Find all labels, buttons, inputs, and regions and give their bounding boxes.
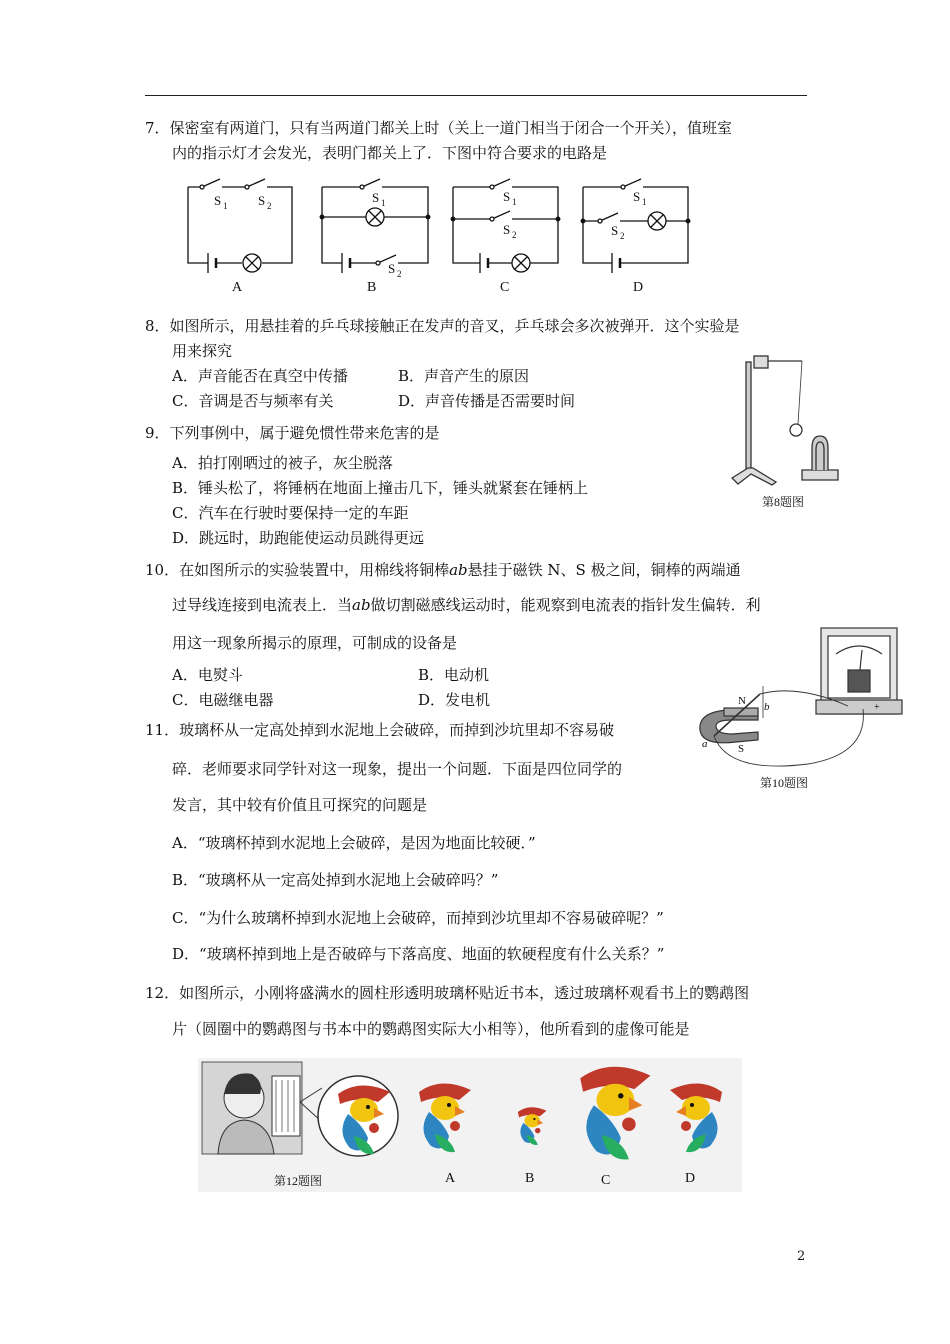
q10-option-b: B．电动机 [418, 666, 490, 684]
q12-line1: 12．如图所示，小刚将盛满水的圆柱形透明玻璃杯贴近书本，透过玻璃杯观看书上的鹦鹉图 [145, 984, 750, 1002]
q9-option-a: A．拍打刚晒过的被子，灰尘脱落 [172, 454, 393, 472]
svg-text:2: 2 [267, 201, 272, 211]
svg-text:D: D [685, 1171, 696, 1186]
svg-text:+: + [874, 702, 880, 713]
q7-circuit-diagrams [180, 175, 695, 300]
option-a-label: A [232, 280, 243, 295]
q8-option-a: A．声音能否在真空中传播 [172, 367, 348, 385]
q8-option-b: B．声音产生的原因 [398, 367, 530, 385]
q11-option-d: D．“玻璃杯掉到地上是否破碎与下落高度、地面的软硬程度有什么关系？” [172, 945, 665, 963]
svg-text:A: A [445, 1171, 456, 1186]
svg-text:S: S [611, 223, 619, 238]
q9-option-d: D．跳远时，助跑能使运动员跳得更远 [172, 529, 425, 547]
svg-text:2: 2 [397, 269, 402, 279]
svg-text:S: S [738, 743, 745, 755]
q10-line3: 用这一现象所揭示的原理，可制成的设备是 [172, 634, 458, 652]
q12-line2: 片（圆圈中的鹦鹉图与书本中的鹦鹉图实际大小相等），他所看到的虚像可能是 [172, 1020, 690, 1038]
svg-text:a: a [702, 738, 708, 750]
q8-tuning-fork-figure [728, 348, 840, 516]
svg-text:1: 1 [512, 197, 517, 207]
svg-text:S: S [258, 193, 266, 208]
q8-line1: 8．如图所示，用悬挂着的乒乓球接触正在发声的音叉，乒乓球会多次被弹开．这个实验是 [145, 317, 740, 335]
svg-text:S: S [214, 193, 222, 208]
q7-line1: 7．保密室有两道门，只有当两道门都关上时（关上一道门相当于闭合一个开关），值班室 [145, 119, 733, 137]
svg-text:N: N [738, 695, 746, 707]
q11-option-b: B．“玻璃杯从一定高处掉到水泥地上会破碎吗？” [172, 871, 499, 889]
svg-text:S: S [388, 261, 396, 276]
option-b-label: B [367, 280, 377, 295]
svg-text:C: C [601, 1173, 611, 1188]
header-rule [145, 95, 807, 96]
q11-line3: 发言，其中较有价值且可探究的问题是 [172, 796, 428, 814]
q9-stem: 9．下列事例中，属于避免惯性带来危害的是 [145, 424, 440, 442]
q11-line2: 碎．老师要求同学针对这一现象，提出一个问题．下面是四位同学的 [172, 760, 623, 778]
q11-option-c: C．“为什么玻璃杯掉到水泥地上会破碎，而掉到沙坑里却不容易破碎呢？” [172, 909, 664, 927]
svg-text:第10题图: 第10题图 [760, 776, 809, 790]
q11-option-a: A．“玻璃杯掉到水泥地上会破碎，是因为地面比较硬．” [172, 834, 536, 852]
q10-induction-figure [688, 624, 903, 794]
svg-text:B: B [525, 1171, 535, 1186]
q8-line2: 用来探究 [172, 342, 233, 360]
q9-option-b: B．锤头松了，将锤柄在地面上撞击几下，锤头就紧套在锤柄上 [172, 479, 589, 497]
q9-option-c: C．汽车在行驶时要保持一定的车距 [172, 504, 409, 522]
svg-text:b: b [764, 701, 770, 713]
q10-option-a: A．电熨斗 [172, 666, 243, 684]
svg-text:1: 1 [223, 201, 228, 211]
option-d-label: D [633, 280, 644, 295]
svg-text:第8题图: 第8题图 [762, 495, 805, 509]
option-c-label: C [500, 280, 510, 295]
page-number: 2 [797, 1249, 806, 1264]
q8-option-c: C．音调是否与频率有关 [172, 392, 334, 410]
q12-parrot-figure [198, 1058, 742, 1192]
q10-option-d: D．发电机 [418, 691, 491, 709]
svg-text:S: S [633, 189, 641, 204]
q10-line1: 10．在如图所示的实验装置中，用棉线将铜棒ab悬挂于磁铁 N、S 极之间，铜棒的两端通 [145, 561, 741, 579]
q11-line1: 11．玻璃杯从一定高处掉到水泥地上会破碎，而掉到沙坑里却不容易破 [145, 721, 615, 739]
svg-text:S: S [372, 190, 380, 205]
svg-text:1: 1 [642, 197, 647, 207]
svg-text:第12题图: 第12题图 [274, 1174, 323, 1188]
svg-text:1: 1 [381, 198, 386, 208]
circuit-a [188, 179, 292, 273]
q10-option-c: C．电磁继电器 [172, 691, 274, 709]
q8-option-d: D．声音传播是否需要时间 [398, 392, 576, 410]
svg-text:S: S [503, 189, 511, 204]
svg-text:2: 2 [512, 230, 517, 240]
svg-text:2: 2 [620, 231, 625, 241]
svg-text:S: S [503, 222, 511, 237]
q10-line2: 过导线连接到电流表上．当ab做切割磁感线运动时，能观察到电流表的指针发生偏转．利 [172, 596, 761, 614]
q7-line2: 内的指示灯才会发光，表明门都关上了．下图中符合要求的电路是 [172, 144, 608, 162]
